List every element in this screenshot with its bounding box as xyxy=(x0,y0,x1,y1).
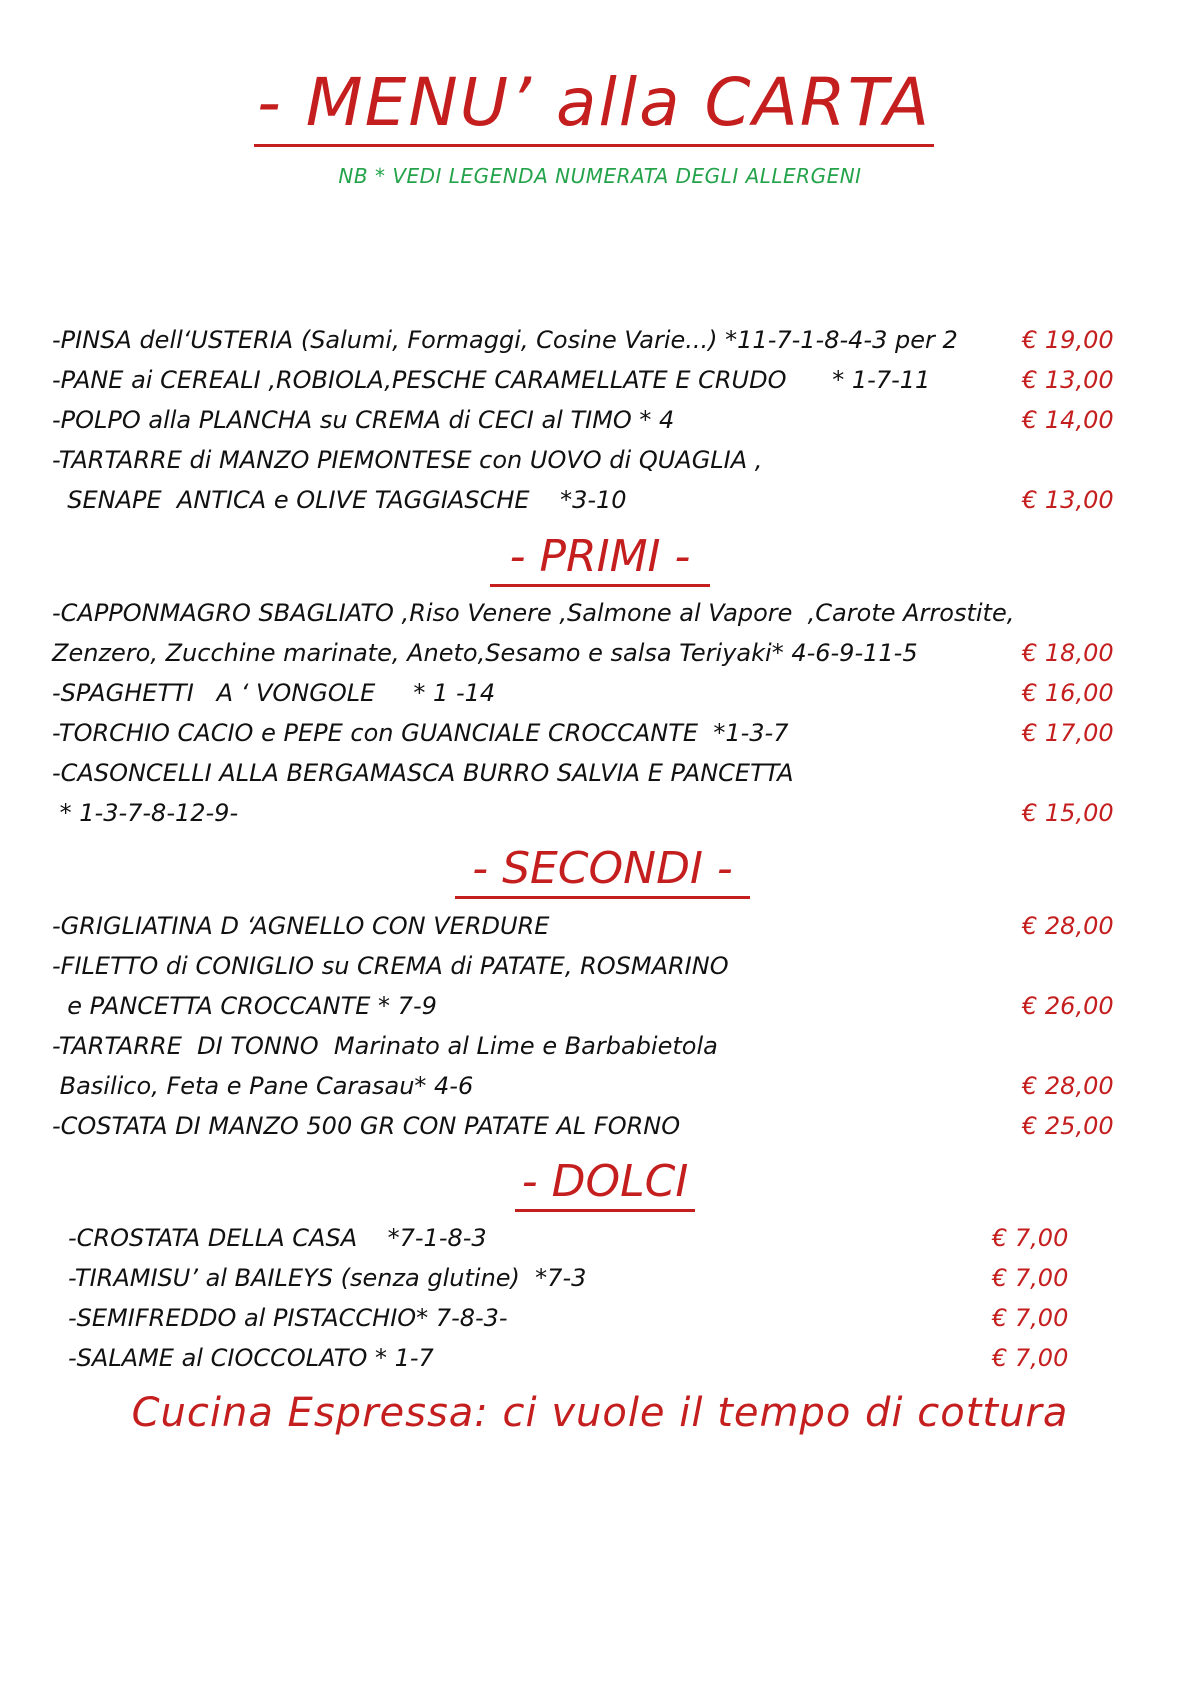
allergen-note: NB * VEDI LEGENDA NUMERATA DEGLI ALLERGENI xyxy=(338,164,862,188)
menu-item xyxy=(52,715,1142,751)
menu-item xyxy=(52,442,1142,478)
section-heading-secondi: - SECONDI - xyxy=(455,842,750,899)
item-text: -PINSA dell‘USTERIA (Salumi, Formaggi, Cosine Varie...) *11-7-1-8-4-3 per 2 xyxy=(52,326,958,354)
menu-item xyxy=(52,1028,1142,1064)
item-text: -FILETTO di CONIGLIO su CREMA di PATATE, ROSMARINO xyxy=(52,952,729,980)
item-text: -TARTARRE di MANZO PIEMONTESE con UOVO di QUAGLIA , xyxy=(52,446,763,474)
menu-item xyxy=(52,402,1142,438)
item-price: € 25,00 xyxy=(1022,1112,1114,1140)
section-heading-primi: - PRIMI - xyxy=(490,530,710,587)
menu-item xyxy=(52,362,1142,398)
menu-item xyxy=(52,322,1142,358)
item-price: € 17,00 xyxy=(1022,719,1114,747)
item-text: Zenzero, Zucchine marinate, Aneto,Sesamo e salsa Teriyaki* 4-6-9-11-5 xyxy=(52,639,918,667)
item-price: € 7,00 xyxy=(992,1344,1069,1372)
item-text: -GRIGLIATINA D ‘AGNELLO CON VERDURE xyxy=(52,912,550,940)
menu-item xyxy=(68,1220,1112,1256)
item-text: -PANE ai CEREALI ,ROBIOLA,PESCHE CARAMELLATE E CRUDO * 1-7-11 xyxy=(52,366,931,394)
item-text: -SALAME al CIOCCOLATO * 1-7 xyxy=(68,1344,434,1372)
item-text: -COSTATA DI MANZO 500 GR CON PATATE AL FORNO xyxy=(52,1112,681,1140)
menu-item xyxy=(52,675,1142,711)
menu-item xyxy=(52,755,1142,791)
item-text: -SPAGHETTI A ‘ VONGOLE * 1 -14 xyxy=(52,679,496,707)
menu-item xyxy=(68,1340,1112,1376)
item-text: -SEMIFREDDO al PISTACCHIO* 7-8-3- xyxy=(68,1304,508,1332)
item-price: € 28,00 xyxy=(1022,912,1114,940)
menu-item xyxy=(52,908,1142,944)
menu-item xyxy=(68,1260,1112,1296)
item-price: € 28,00 xyxy=(1022,1072,1114,1100)
item-text: -POLPO alla PLANCHA su CREMA di CECI al TIMO * 4 xyxy=(52,406,675,434)
menu-item xyxy=(52,948,1142,984)
item-price: € 13,00 xyxy=(1022,486,1114,514)
item-price: € 7,00 xyxy=(992,1224,1069,1252)
section-heading-dolci: - DOLCI xyxy=(515,1155,695,1212)
item-price: € 14,00 xyxy=(1022,406,1114,434)
item-text: -CAPPONMAGRO SBAGLIATO ,Riso Venere ,Salmone al Vapore ,Carote Arrostite, xyxy=(52,599,1015,627)
item-price: € 13,00 xyxy=(1022,366,1114,394)
menu-title: - MENU’ alla CARTA xyxy=(254,62,934,147)
item-price: € 7,00 xyxy=(992,1304,1069,1332)
item-text: -TIRAMISU’ al BAILEYS (senza glutine) *7-3 xyxy=(68,1264,587,1292)
item-text: -CROSTATA DELLA CASA *7-1-8-3 xyxy=(68,1224,487,1252)
menu-item xyxy=(52,595,1142,631)
item-text: SENAPE ANTICA e OLIVE TAGGIASCHE *3-10 xyxy=(52,486,627,514)
menu-item xyxy=(52,482,1142,518)
item-text: * 1-3-7-8-12-9- xyxy=(52,799,239,827)
item-text: -TARTARRE DI TONNO Marinato al Lime e Barbabietola xyxy=(52,1032,718,1060)
item-price: € 26,00 xyxy=(1022,992,1114,1020)
item-text: e PANCETTA CROCCANTE * 7-9 xyxy=(52,992,437,1020)
item-price: € 15,00 xyxy=(1022,799,1114,827)
item-price: € 7,00 xyxy=(992,1264,1069,1292)
menu-item xyxy=(52,1068,1142,1104)
menu-item xyxy=(52,795,1142,831)
footer-note: Cucina Espressa: ci vuole il tempo di cottura xyxy=(131,1390,1069,1436)
menu-item xyxy=(52,988,1142,1024)
item-text: -CASONCELLI ALLA BERGAMASCA BURRO SALVIA E PANCETTA xyxy=(52,759,794,787)
item-price: € 19,00 xyxy=(1022,326,1114,354)
menu-item xyxy=(52,635,1142,671)
item-price: € 16,00 xyxy=(1022,679,1114,707)
item-text: -TORCHIO CACIO e PEPE con GUANCIALE CROCCANTE *1-3-7 xyxy=(52,719,789,747)
item-price: € 18,00 xyxy=(1022,639,1114,667)
menu-item xyxy=(68,1300,1112,1336)
menu-item xyxy=(52,1108,1142,1144)
item-text: Basilico, Feta e Pane Carasau* 4-6 xyxy=(52,1072,474,1100)
